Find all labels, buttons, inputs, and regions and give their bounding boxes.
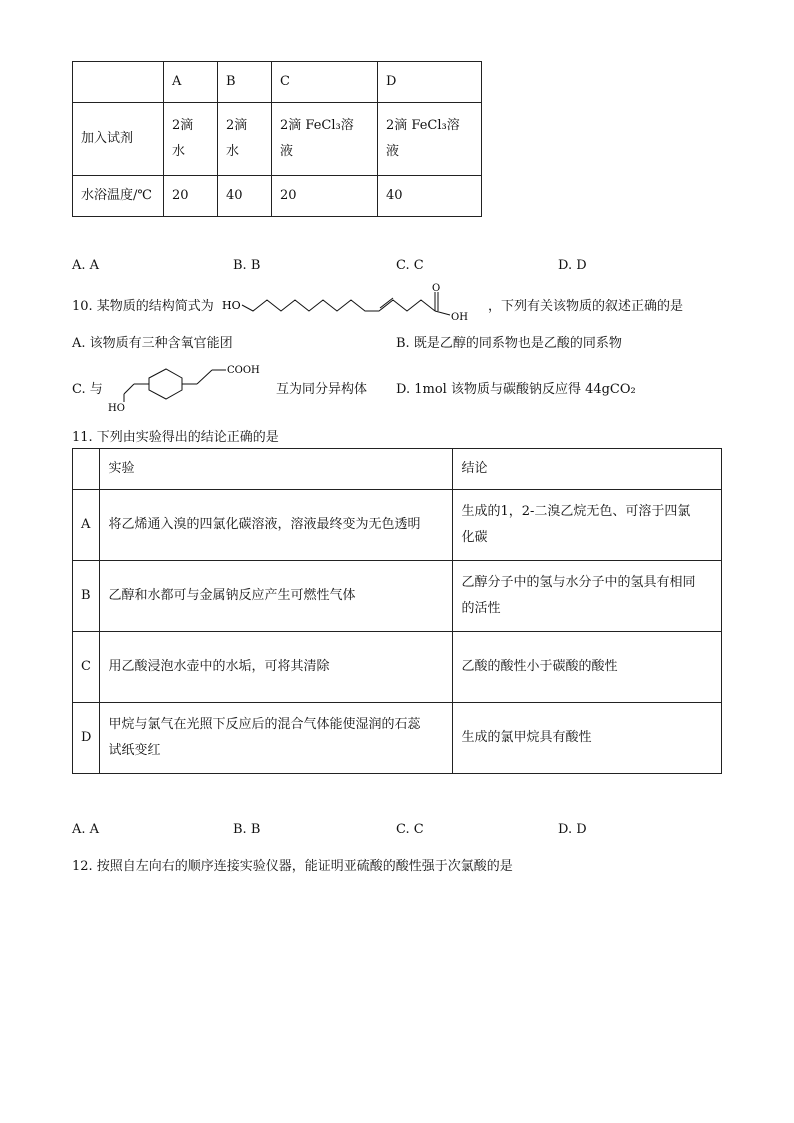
q10-option-c-structure (102, 356, 272, 416)
q11-option-b[interactable]: B. B (233, 822, 261, 837)
q12-title: 12. 按照自左向右的顺序连接实验仪器，能证明亚硫酸的酸性强于次氯酸的是 (72, 859, 513, 874)
q10-option-b[interactable]: B. 既是乙醇的同系物也是乙酸的同系物 (396, 336, 622, 351)
table1-temp-b: 40 (218, 176, 272, 217)
q11-option-a[interactable]: A. A (72, 822, 100, 837)
table1-reagent-c: 2滴 FeCl₃溶 液 (272, 103, 378, 176)
q11-row-key: B (73, 561, 100, 632)
q11-header-conclusion: 结论 (453, 449, 722, 490)
table-row (73, 703, 722, 774)
q11-header-experiment: 实验 (100, 449, 453, 490)
q11-row-conclusion: 乙酸的酸性小于碳酸的酸性 (453, 632, 722, 703)
q11-row-key: A (73, 490, 100, 561)
q10-option-a[interactable]: A. 该物质有三种含氧官能团 (72, 336, 233, 351)
q10-suffix: ，下列有关该物质的叙述正确的是 (488, 299, 684, 314)
q11-option-d[interactable]: D. D (558, 822, 587, 837)
table1-reagent-a: 2滴 水 (164, 103, 218, 176)
table1-header-a: A (164, 62, 218, 103)
q10-option-d[interactable]: D. 1mol 该物质与碳酸钠反应得 44gCO₂ (396, 382, 636, 397)
q11-header-blank (73, 449, 100, 490)
q10-prefix: 10. 某物质的结构简式为 (72, 299, 214, 314)
table1-temp-d: 40 (378, 176, 482, 217)
q10-o-label: O (432, 283, 441, 294)
table-row (73, 632, 722, 703)
table-row (73, 490, 722, 561)
table1-reagent-label: 加入试剂 (73, 103, 164, 176)
option-c-cooh-label: COOH (227, 365, 260, 376)
q11-row-key: C (73, 632, 100, 703)
q9-option-b[interactable]: B. B (233, 258, 261, 273)
ch2oh-bond (124, 384, 134, 394)
table1-temp-c: 20 (272, 176, 378, 217)
q11-title: 11. 下列由实验得出的结论正确的是 (72, 430, 279, 445)
q11-row-experiment: 乙醇和水都可与金属钠反应产生可燃性气体 (100, 561, 453, 632)
q11-option-c[interactable]: C. C (396, 822, 424, 837)
q11-row-conclusion: 生成的氯甲烷具有酸性 (453, 703, 722, 774)
table1-header-b: B (218, 62, 272, 103)
q9-option-d[interactable]: D. D (558, 258, 587, 273)
table1-temp-label: 水浴温度/℃ (73, 176, 164, 217)
q11-row-conclusion: 乙醇分子中的氢与水分子中的氢具有相同 的活性 (453, 561, 722, 632)
q9-option-c[interactable]: C. C (396, 258, 424, 273)
q10-hydroxyl-bond (435, 311, 450, 315)
q11-table (72, 448, 722, 774)
q10-oh-label: OH (451, 312, 468, 323)
q10-carbon-chain (242, 300, 435, 311)
table1-reagent-d: 2滴 FeCl₃溶 液 (378, 103, 482, 176)
q11-row-key: D (73, 703, 100, 774)
table1-reagent-b: 2滴 水 (218, 103, 272, 176)
q11-row-experiment: 甲烷与氯气在光照下反应后的混合气体能使湿润的石蕊 试纸变红 (100, 703, 453, 774)
q10-ho-label: HO (222, 299, 241, 312)
table-row (73, 561, 722, 632)
q10-structure-formula (222, 282, 484, 324)
q11-row-conclusion: 生成的1，2-二溴乙烷无色、可溶于四氯 化碳 (453, 490, 722, 561)
table1-header-c: C (272, 62, 378, 103)
table1-header-d: D (378, 62, 482, 103)
q10-double-bond (380, 298, 393, 308)
cyclohexane-ring (149, 369, 182, 399)
experiment-table (72, 61, 482, 217)
q11-row-experiment: 将乙烯通入溴的四氯化碳溶液，溶液最终变为无色透明 (100, 490, 453, 561)
q10-option-c-prefix[interactable]: C. 与 (72, 382, 103, 397)
table1-corner (73, 62, 164, 103)
q10-option-c-suffix: 互为同分异构体 (276, 382, 368, 397)
side-chain-bond-2 (197, 370, 212, 384)
q9-option-a[interactable]: A. A (72, 258, 100, 273)
q11-row-experiment: 用乙酸浸泡水壶中的水垢，可将其清除 (100, 632, 453, 703)
option-c-ho-label: HO (108, 403, 125, 414)
table1-temp-a: 20 (164, 176, 218, 217)
